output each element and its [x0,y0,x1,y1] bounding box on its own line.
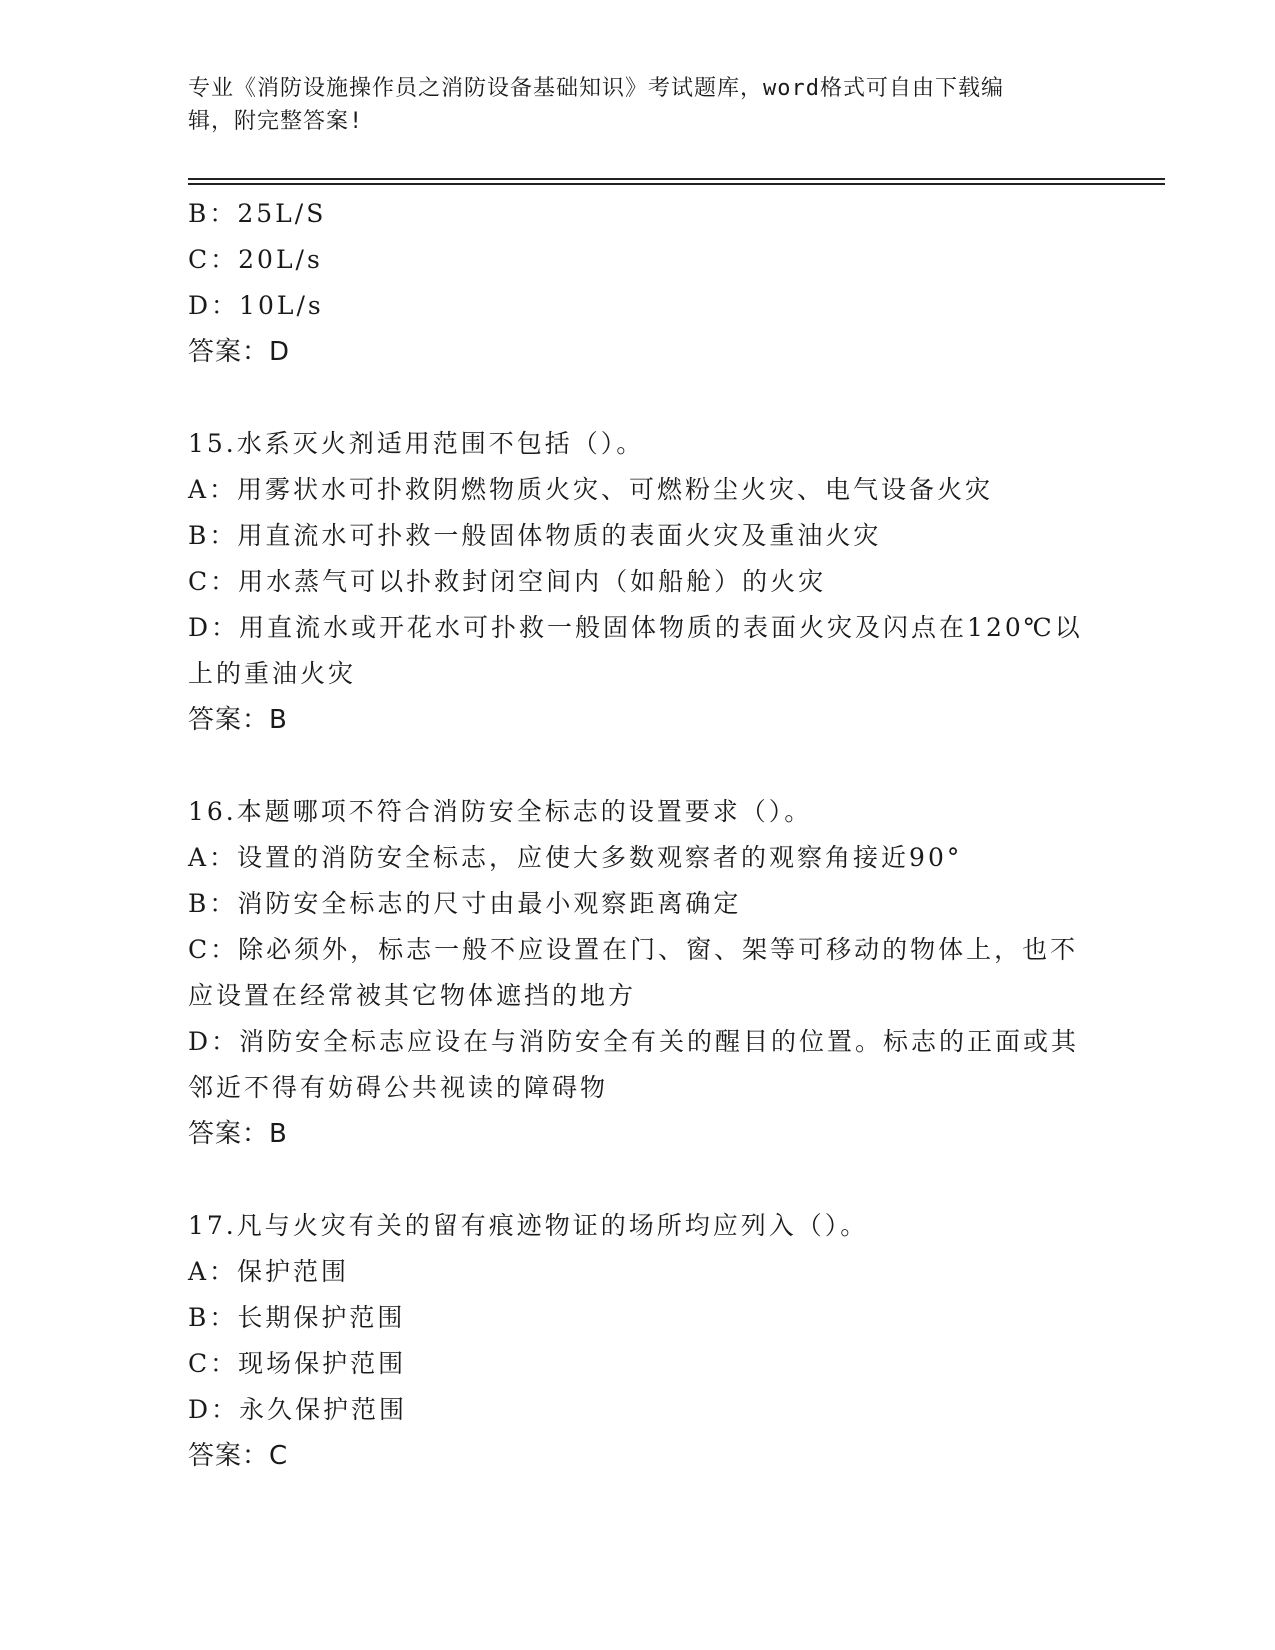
option-c: C：现场保护范围 [188,1349,407,1378]
header-line-2: 辑，附完整答案! [188,109,364,134]
answer-line: 答案：B [188,1119,288,1149]
option-d: D：用直流水或开花水可扑救一般固体物质的表面火灾及闪点在120℃以上的重油火灾 [188,613,1083,688]
option-d: D：10L/s [188,291,324,320]
option-a: A：保护范围 [188,1257,350,1286]
option-d: D：消防安全标志应设在与消防安全有关的醒目的位置。标志的正面或其邻近不得有妨碍公共视读的障碍物 [188,1027,1080,1102]
header-divider-bottom [188,183,1165,185]
option-a: A：设置的消防安全标志，应使大多数观察者的观察角接近90° [188,843,963,872]
document-header [188,72,1078,138]
question-stem: 15.水系灭火剂适用范围不包括（）。 [188,429,645,458]
answer-line: 答案：B [188,705,288,735]
question-17 [188,1203,1088,1479]
option-b: B：25L/S [188,199,327,228]
answer-line: 答案：C [188,1441,289,1471]
previous-question-tail [188,191,1088,375]
answer-line: 答案：D [188,337,291,367]
question-stem: 16.本题哪项不符合消防安全标志的设置要求（）。 [188,797,813,826]
option-b: B：消防安全标志的尺寸由最小观察距离确定 [188,889,742,918]
header-divider-top [188,178,1165,180]
question-list [188,191,1088,1479]
option-a: A：用雾状水可扑救阴燃物质火灾、可燃粉尘火灾、电气设备火灾 [188,475,994,504]
option-b: B：长期保护范围 [188,1303,406,1332]
option-c: C：20L/s [188,245,323,274]
question-stem: 17.凡与火灾有关的留有痕迹物证的场所均应列入（）。 [188,1211,869,1240]
question-16 [188,789,1088,1157]
option-c: C：用水蒸气可以扑救封闭空间内（如船舱）的火灾 [188,567,827,596]
question-15 [188,421,1088,743]
option-c: C：除必须外，标志一般不应设置在门、窗、架等可移动的物体上，也不应设置在经常被其它物体遮挡的地方 [188,935,1079,1010]
header-line-1: 专业《消防设施操作员之消防设备基础知识》考试题库，word格式可自由下载编 [188,76,1004,101]
option-d: D：永久保护范围 [188,1395,408,1424]
option-b: B：用直流水可扑救一般固体物质的表面火灾及重油火灾 [188,521,882,550]
